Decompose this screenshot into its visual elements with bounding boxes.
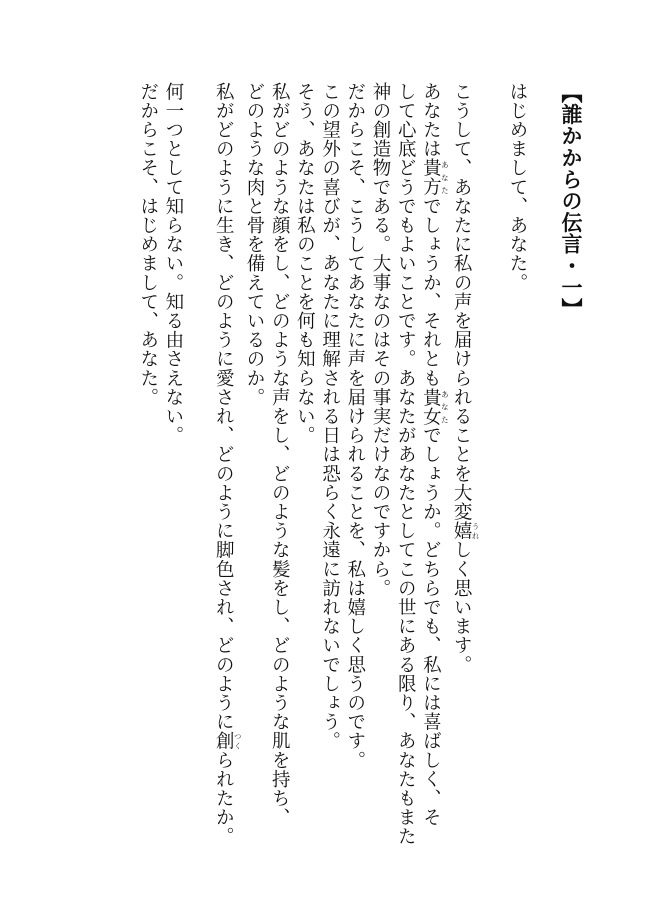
ruby-tsuku: 創 つく <box>213 731 243 751</box>
text-column-2 <box>449 82 480 872</box>
text-column-12: 何一つとして知らない。知る由さえない。 <box>162 82 184 445</box>
vertical-text-block <box>135 82 588 872</box>
text-column-6: だからこそ、こうしてあなたに声を届けられることを、私は嬉しく思うのです。 <box>344 82 366 770</box>
text-segment: しく思います。 <box>451 540 473 675</box>
text-segment: こうして、あなたに私の声を届けられることを大変 <box>451 82 473 522</box>
chapter-title: 【誰かからの伝言・一】 <box>559 82 584 320</box>
paragraph-gap <box>186 82 211 872</box>
ruby-ureshi: 嬉 うれ <box>451 521 481 541</box>
text-column-10: どのような肉と骨を備えているのか。 <box>243 82 265 407</box>
text-column-9: 私がどのような顔をし、どのような声をし、どのような髪をし、どのような肌を持ち、 <box>269 82 291 827</box>
text-segment: でしょうか、それとも <box>420 196 442 388</box>
text-segment: 私がどのように生き、どのように愛され、どのように脚色され、どのように <box>213 82 235 732</box>
text-column-1: はじめまして、あなた。 <box>507 82 528 293</box>
ruby-anata-m: 貴方 あなた <box>420 158 450 197</box>
text-segment: あなたは <box>420 82 442 159</box>
ruby-anata-f: 貴女 あなた <box>420 387 450 426</box>
paragraph-gap <box>480 82 505 872</box>
text-column-11 <box>211 82 242 872</box>
text-segment: られたか。 <box>213 750 235 847</box>
text-segment: でしょうか。どちらでも、私には喜ばしく、そ <box>420 425 442 827</box>
text-column-8: そう、あなたは私のことを何も知らない。 <box>294 82 316 445</box>
text-column-3 <box>418 82 449 872</box>
text-column-7: この望外の喜びが、あなたに理解される日は恐らく永遠に訪れないでしょう。 <box>319 82 341 751</box>
text-column-5: 神の創造物である。大事なのはその事実だけなのですから。 <box>370 82 391 598</box>
text-column-4: して心底どうでもよいことです。あなたがあなたとしてこの世にある限り、あなたもまた <box>395 82 417 846</box>
text-column-13: だからこそ、はじめまして、あなた。 <box>137 82 159 407</box>
